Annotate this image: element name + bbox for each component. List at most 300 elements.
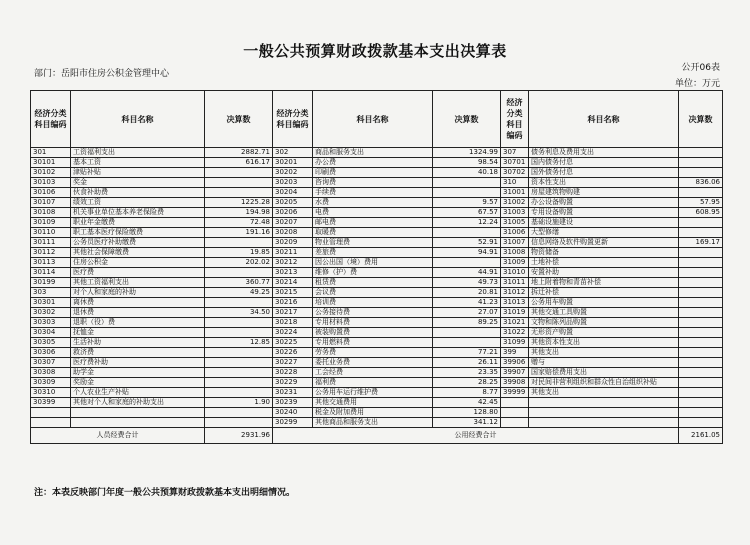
table-row [31, 298, 723, 308]
table-cell [679, 278, 723, 288]
table-cell: 194.98 [205, 208, 273, 218]
table-cell: 公务用车运行维护费 [313, 388, 433, 398]
table-cell: 30202 [273, 168, 313, 178]
table-cell: 30112 [31, 248, 71, 258]
table-cell: 物资储备 [529, 248, 679, 258]
table-cell [679, 218, 723, 228]
table-cell: 31002 [501, 198, 529, 208]
table-cell: 39907 [501, 368, 529, 378]
table-cell: 30201 [273, 158, 313, 168]
table-cell: 房屋建筑物购建 [529, 188, 679, 198]
table-cell [205, 318, 273, 328]
table-cell [679, 228, 723, 238]
table-row [31, 158, 723, 168]
table-cell: 30108 [31, 208, 71, 218]
table-cell: 23.35 [433, 368, 501, 378]
table-cell: 培训费 [313, 298, 433, 308]
table-cell: 对民间非营利组织和群众性自治组织补贴 [529, 378, 679, 388]
table-cell [205, 238, 273, 248]
table-row [31, 288, 723, 298]
table-cell: 其他商品和服务支出 [313, 418, 433, 428]
table-cell: 离休费 [71, 298, 205, 308]
table-cell [433, 178, 501, 188]
table-cell [31, 418, 71, 428]
table-cell: 30218 [273, 318, 313, 328]
table-cell [433, 338, 501, 348]
table-cell: 302 [273, 148, 313, 158]
table-cell: 助学金 [71, 368, 205, 378]
table-row [31, 218, 723, 228]
table-cell: 大型修缮 [529, 228, 679, 238]
table-cell: 劳务费 [313, 348, 433, 358]
table-cell: 30309 [31, 378, 71, 388]
table-cell: 取暖费 [313, 228, 433, 238]
header-amount-2: 决算数 [433, 91, 501, 148]
table-cell: 57.95 [679, 198, 723, 208]
table-cell [205, 348, 273, 358]
table-cell: 住房公积金 [71, 258, 205, 268]
table-cell: 1324.99 [433, 148, 501, 158]
table-cell [679, 158, 723, 168]
table-cell [679, 318, 723, 328]
table-cell: 退休费 [71, 308, 205, 318]
table-cell: 30307 [31, 358, 71, 368]
table-cell [433, 328, 501, 338]
table-cell [205, 378, 273, 388]
table-cell: 191.16 [205, 228, 273, 238]
table-cell [205, 368, 273, 378]
table-cell: 其他交通工具购置 [529, 308, 679, 318]
table-cell: 399 [501, 348, 529, 358]
table-row [31, 358, 723, 368]
table-cell [679, 368, 723, 378]
table-cell: 49.73 [433, 278, 501, 288]
table-cell: 30231 [273, 388, 313, 398]
header-code-3: 经济分类科目编码 [501, 91, 529, 148]
table-cell: 77.21 [433, 348, 501, 358]
table-cell: 30308 [31, 368, 71, 378]
table-cell: 信息网络及软件购置更新 [529, 238, 679, 248]
table-cell [71, 418, 205, 428]
header-code-1: 经济分类科目编码 [31, 91, 71, 148]
table-cell [679, 328, 723, 338]
table-cell: 赠与 [529, 358, 679, 368]
table-cell: 72.48 [205, 218, 273, 228]
table-cell: 30399 [31, 398, 71, 408]
table-cell: 30106 [31, 188, 71, 198]
table-cell: 因公出国（境）费用 [313, 258, 433, 268]
table-cell [501, 398, 529, 408]
table-cell [679, 268, 723, 278]
table-cell: 34.50 [205, 308, 273, 318]
table-cell: 608.95 [679, 208, 723, 218]
table-cell: 9.57 [433, 198, 501, 208]
table-cell: 42.45 [433, 398, 501, 408]
table-cell [205, 168, 273, 178]
table-cell: 30212 [273, 258, 313, 268]
table-cell: 30199 [31, 278, 71, 288]
table-cell: 169.17 [679, 238, 723, 248]
table-cell: 31006 [501, 228, 529, 238]
table-cell: 30701 [501, 158, 529, 168]
table-cell: 土地补偿 [529, 258, 679, 268]
table-cell: 咨询费 [313, 178, 433, 188]
table-cell: 30215 [273, 288, 313, 298]
table-cell: 地上附着物和青苗补偿 [529, 278, 679, 288]
table-cell: 其他对个人和家庭的补助支出 [71, 398, 205, 408]
table-cell: 307 [501, 148, 529, 158]
table-cell: 2882.71 [205, 148, 273, 158]
table-cell: 救济费 [71, 348, 205, 358]
table-row [31, 198, 723, 208]
table-cell [529, 408, 679, 418]
table-cell: 税金及附加费用 [313, 408, 433, 418]
table-cell: 30225 [273, 338, 313, 348]
table-cell: 专用设备购置 [529, 208, 679, 218]
table-cell [679, 388, 723, 398]
table-cell [433, 228, 501, 238]
table-row [31, 398, 723, 408]
table-cell: 31008 [501, 248, 529, 258]
table-cell: 其他社会保障缴费 [71, 248, 205, 258]
table-row [31, 338, 723, 348]
table-cell: 物业管理费 [313, 238, 433, 248]
table-cell: 31001 [501, 188, 529, 198]
table-cell: 31022 [501, 328, 529, 338]
form-number: 公开06表 [681, 63, 720, 73]
table-cell: 退职（役）费 [71, 318, 205, 328]
table-cell: 其他工资福利支出 [71, 278, 205, 288]
table-cell: 30228 [273, 368, 313, 378]
table-cell: 39908 [501, 378, 529, 388]
table-cell: 28.25 [433, 378, 501, 388]
table-cell: 公务接待费 [313, 308, 433, 318]
table-cell: 39906 [501, 358, 529, 368]
table-cell [679, 408, 723, 418]
table-cell: 30224 [273, 328, 313, 338]
table-cell: 委托业务费 [313, 358, 433, 368]
table-cell: 26.11 [433, 358, 501, 368]
table-cell: 医疗费补助 [71, 358, 205, 368]
table-cell: 生活补助 [71, 338, 205, 348]
table-cell: 30207 [273, 218, 313, 228]
table-cell: 202.02 [205, 258, 273, 268]
table-cell: 30306 [31, 348, 71, 358]
table-cell: 公务用车购置 [529, 298, 679, 308]
table-cell: 商品和服务支出 [313, 148, 433, 158]
table-cell: 绩效工资 [71, 198, 205, 208]
table-cell: 奖金 [71, 178, 205, 188]
table-cell: 52.91 [433, 238, 501, 248]
table-row [31, 228, 723, 238]
table-cell [205, 268, 273, 278]
table-cell: 专用燃料费 [313, 338, 433, 348]
table-cell: 国内债务付息 [529, 158, 679, 168]
table-cell: 89.25 [433, 318, 501, 328]
header-name-3: 科目名称 [529, 91, 679, 148]
table-cell: 31099 [501, 338, 529, 348]
table-cell [679, 258, 723, 268]
table-cell: 30102 [31, 168, 71, 178]
table-cell: 伙食补助费 [71, 188, 205, 198]
table-cell: 职业年金缴费 [71, 218, 205, 228]
table-cell: 文物和陈列品购置 [529, 318, 679, 328]
table-cell: 办公设备购置 [529, 198, 679, 208]
table-cell: 12.85 [205, 338, 273, 348]
table-cell: 836.06 [679, 178, 723, 188]
table-cell: 安置补助 [529, 268, 679, 278]
table-cell: 30113 [31, 258, 71, 268]
table-cell: 30111 [31, 238, 71, 248]
table-cell [205, 358, 273, 368]
table-cell: 债务利息及费用支出 [529, 148, 679, 158]
table-cell: 资本性支出 [529, 178, 679, 188]
table-cell: 31019 [501, 308, 529, 318]
table-cell [679, 378, 723, 388]
table-row [31, 248, 723, 258]
table-cell: 128.80 [433, 408, 501, 418]
table-cell: 30239 [273, 398, 313, 408]
table-cell: 49.25 [205, 288, 273, 298]
table-cell: 30114 [31, 268, 71, 278]
table-cell: 工会经费 [313, 368, 433, 378]
table-cell [679, 398, 723, 408]
table-cell [529, 418, 679, 428]
table-cell: 19.85 [205, 248, 273, 258]
table-cell: 341.12 [433, 418, 501, 428]
table-cell [679, 298, 723, 308]
table-cell: 30299 [273, 418, 313, 428]
table-cell: 31012 [501, 288, 529, 298]
table-cell [679, 188, 723, 198]
table-cell [205, 408, 273, 418]
table-cell: 30214 [273, 278, 313, 288]
table-cell [679, 168, 723, 178]
table-cell: 30702 [501, 168, 529, 178]
table-cell: 30213 [273, 268, 313, 278]
table-cell [205, 388, 273, 398]
table-cell: 国外债务付息 [529, 168, 679, 178]
table-cell: 1.90 [205, 398, 273, 408]
table-cell: 租赁费 [313, 278, 433, 288]
header-code-2: 经济分类科目编码 [273, 91, 313, 148]
table-cell: 个人农业生产补贴 [71, 388, 205, 398]
table-cell: 310 [501, 178, 529, 188]
table-cell: 44.91 [433, 268, 501, 278]
table-row [31, 278, 723, 288]
header-name-2: 科目名称 [313, 91, 433, 148]
table-cell: 30302 [31, 308, 71, 318]
table-cell: 会议费 [313, 288, 433, 298]
table-cell: 30209 [273, 238, 313, 248]
table-cell [501, 408, 529, 418]
table-cell: 办公费 [313, 158, 433, 168]
table-row [31, 418, 723, 428]
table-cell: 福利费 [313, 378, 433, 388]
table-row [31, 188, 723, 198]
table-row [31, 258, 723, 268]
table-row [31, 348, 723, 358]
table-cell [205, 328, 273, 338]
table-cell [679, 248, 723, 258]
table-row [31, 328, 723, 338]
table-cell: 电费 [313, 208, 433, 218]
public-total-label: 公用经费合计 [273, 428, 679, 444]
table-cell: 差旅费 [313, 248, 433, 258]
table-cell: 其他交通费用 [313, 398, 433, 408]
table-cell [679, 358, 723, 368]
table-cell [433, 258, 501, 268]
table-cell: 职工基本医疗保险缴费 [71, 228, 205, 238]
table-cell: 30227 [273, 358, 313, 368]
table-cell [529, 398, 679, 408]
table-cell: 机关事业单位基本养老保险费 [71, 208, 205, 218]
table-cell: 30216 [273, 298, 313, 308]
table-cell [205, 418, 273, 428]
table-cell: 30305 [31, 338, 71, 348]
table-cell: 30310 [31, 388, 71, 398]
table-cell: 31009 [501, 258, 529, 268]
table-cell: 对个人和家庭的补助 [71, 288, 205, 298]
table-cell: 31005 [501, 218, 529, 228]
table-cell: 无形资产购置 [529, 328, 679, 338]
table-cell: 30203 [273, 178, 313, 188]
table-cell [71, 408, 205, 418]
table-row [31, 408, 723, 418]
table-cell: 31021 [501, 318, 529, 328]
table-cell: 其他支出 [529, 388, 679, 398]
table-cell: 基础设施建设 [529, 218, 679, 228]
table-cell: 41.23 [433, 298, 501, 308]
table-cell [679, 148, 723, 158]
table-cell: 工资福利支出 [71, 148, 205, 158]
table-cell: 31013 [501, 298, 529, 308]
header-amount-1: 决算数 [205, 91, 273, 148]
footnote: 注：本表反映部门年度一般公共预算财政拨款基本支出明细情况。 [34, 488, 296, 498]
table-cell: 30208 [273, 228, 313, 238]
table-cell [205, 298, 273, 308]
table-cell: 616.17 [205, 158, 273, 168]
table-cell: 水费 [313, 198, 433, 208]
table-cell: 基本工资 [71, 158, 205, 168]
table-cell: 津贴补贴 [71, 168, 205, 178]
table-cell: 专用材料费 [313, 318, 433, 328]
header-amount-3: 决算数 [679, 91, 723, 148]
table-cell: 31011 [501, 278, 529, 288]
table-cell: 30304 [31, 328, 71, 338]
table-cell: 维修（护）费 [313, 268, 433, 278]
table-body [31, 148, 723, 428]
table-cell: 31003 [501, 208, 529, 218]
header-name-1: 科目名称 [71, 91, 205, 148]
table-row [31, 208, 723, 218]
table-cell: 40.18 [433, 168, 501, 178]
table-cell: 30109 [31, 218, 71, 228]
table-cell: 30110 [31, 228, 71, 238]
department-label: 部门：岳阳市住房公积金管理中心 [34, 69, 170, 79]
table-cell: 27.07 [433, 308, 501, 318]
table-cell: 20.81 [433, 288, 501, 298]
table-cell: 301 [31, 148, 71, 158]
table-cell [679, 338, 723, 348]
table-cell [433, 188, 501, 198]
table-cell: 30226 [273, 348, 313, 358]
table-cell: 303 [31, 288, 71, 298]
table-cell: 30229 [273, 378, 313, 388]
report-title: 一般公共预算财政拨款基本支出决算表 [243, 42, 507, 60]
table-cell: 30103 [31, 178, 71, 188]
table-cell: 30217 [273, 308, 313, 318]
table-row [31, 168, 723, 178]
table-cell: 30211 [273, 248, 313, 258]
table-cell: 39999 [501, 388, 529, 398]
table-cell: 其他支出 [529, 348, 679, 358]
personnel-total-value: 2931.96 [205, 428, 273, 444]
expenditure-table [30, 90, 723, 444]
table-cell: 31007 [501, 238, 529, 248]
table-cell: 360.77 [205, 278, 273, 288]
table-cell [679, 418, 723, 428]
table-row [31, 318, 723, 328]
table-cell: 30101 [31, 158, 71, 168]
table-row [31, 178, 723, 188]
table-cell: 30107 [31, 198, 71, 208]
table-cell [31, 408, 71, 418]
unit-label: 单位：万元 [674, 79, 720, 89]
table-cell [679, 348, 723, 358]
table-cell: 30240 [273, 408, 313, 418]
table-cell: 邮电费 [313, 218, 433, 228]
table-row [31, 308, 723, 318]
table-cell: 12.24 [433, 218, 501, 228]
table-row [31, 388, 723, 398]
table-cell: 8.77 [433, 388, 501, 398]
table-cell: 30204 [273, 188, 313, 198]
table-cell: 98.54 [433, 158, 501, 168]
table-cell: 67.57 [433, 208, 501, 218]
table-cell: 30205 [273, 198, 313, 208]
table-row [31, 378, 723, 388]
table-cell [205, 178, 273, 188]
table-cell [501, 418, 529, 428]
table-cell: 医疗费 [71, 268, 205, 278]
table-cell: 1225.28 [205, 198, 273, 208]
personnel-total-label: 人员经费合计 [31, 428, 205, 444]
table-cell: 被装购置费 [313, 328, 433, 338]
table-cell: 30206 [273, 208, 313, 218]
table-cell: 国家赔偿费用支出 [529, 368, 679, 378]
table-cell: 公务员医疗补助缴费 [71, 238, 205, 248]
table-cell: 94.91 [433, 248, 501, 258]
table-cell: 31010 [501, 268, 529, 278]
table-row [31, 368, 723, 378]
table-cell: 奖励金 [71, 378, 205, 388]
public-total-value: 2161.05 [679, 428, 723, 444]
table-cell [679, 308, 723, 318]
table-cell [205, 188, 273, 198]
table-cell: 手续费 [313, 188, 433, 198]
table-cell: 抚恤金 [71, 328, 205, 338]
table-row [31, 148, 723, 158]
table-row [31, 268, 723, 278]
table-row [31, 238, 723, 248]
table-cell: 30303 [31, 318, 71, 328]
table-cell: 印刷费 [313, 168, 433, 178]
table-cell: 其他资本性支出 [529, 338, 679, 348]
table-cell [679, 288, 723, 298]
table-cell: 拆迁补偿 [529, 288, 679, 298]
table-cell: 30301 [31, 298, 71, 308]
